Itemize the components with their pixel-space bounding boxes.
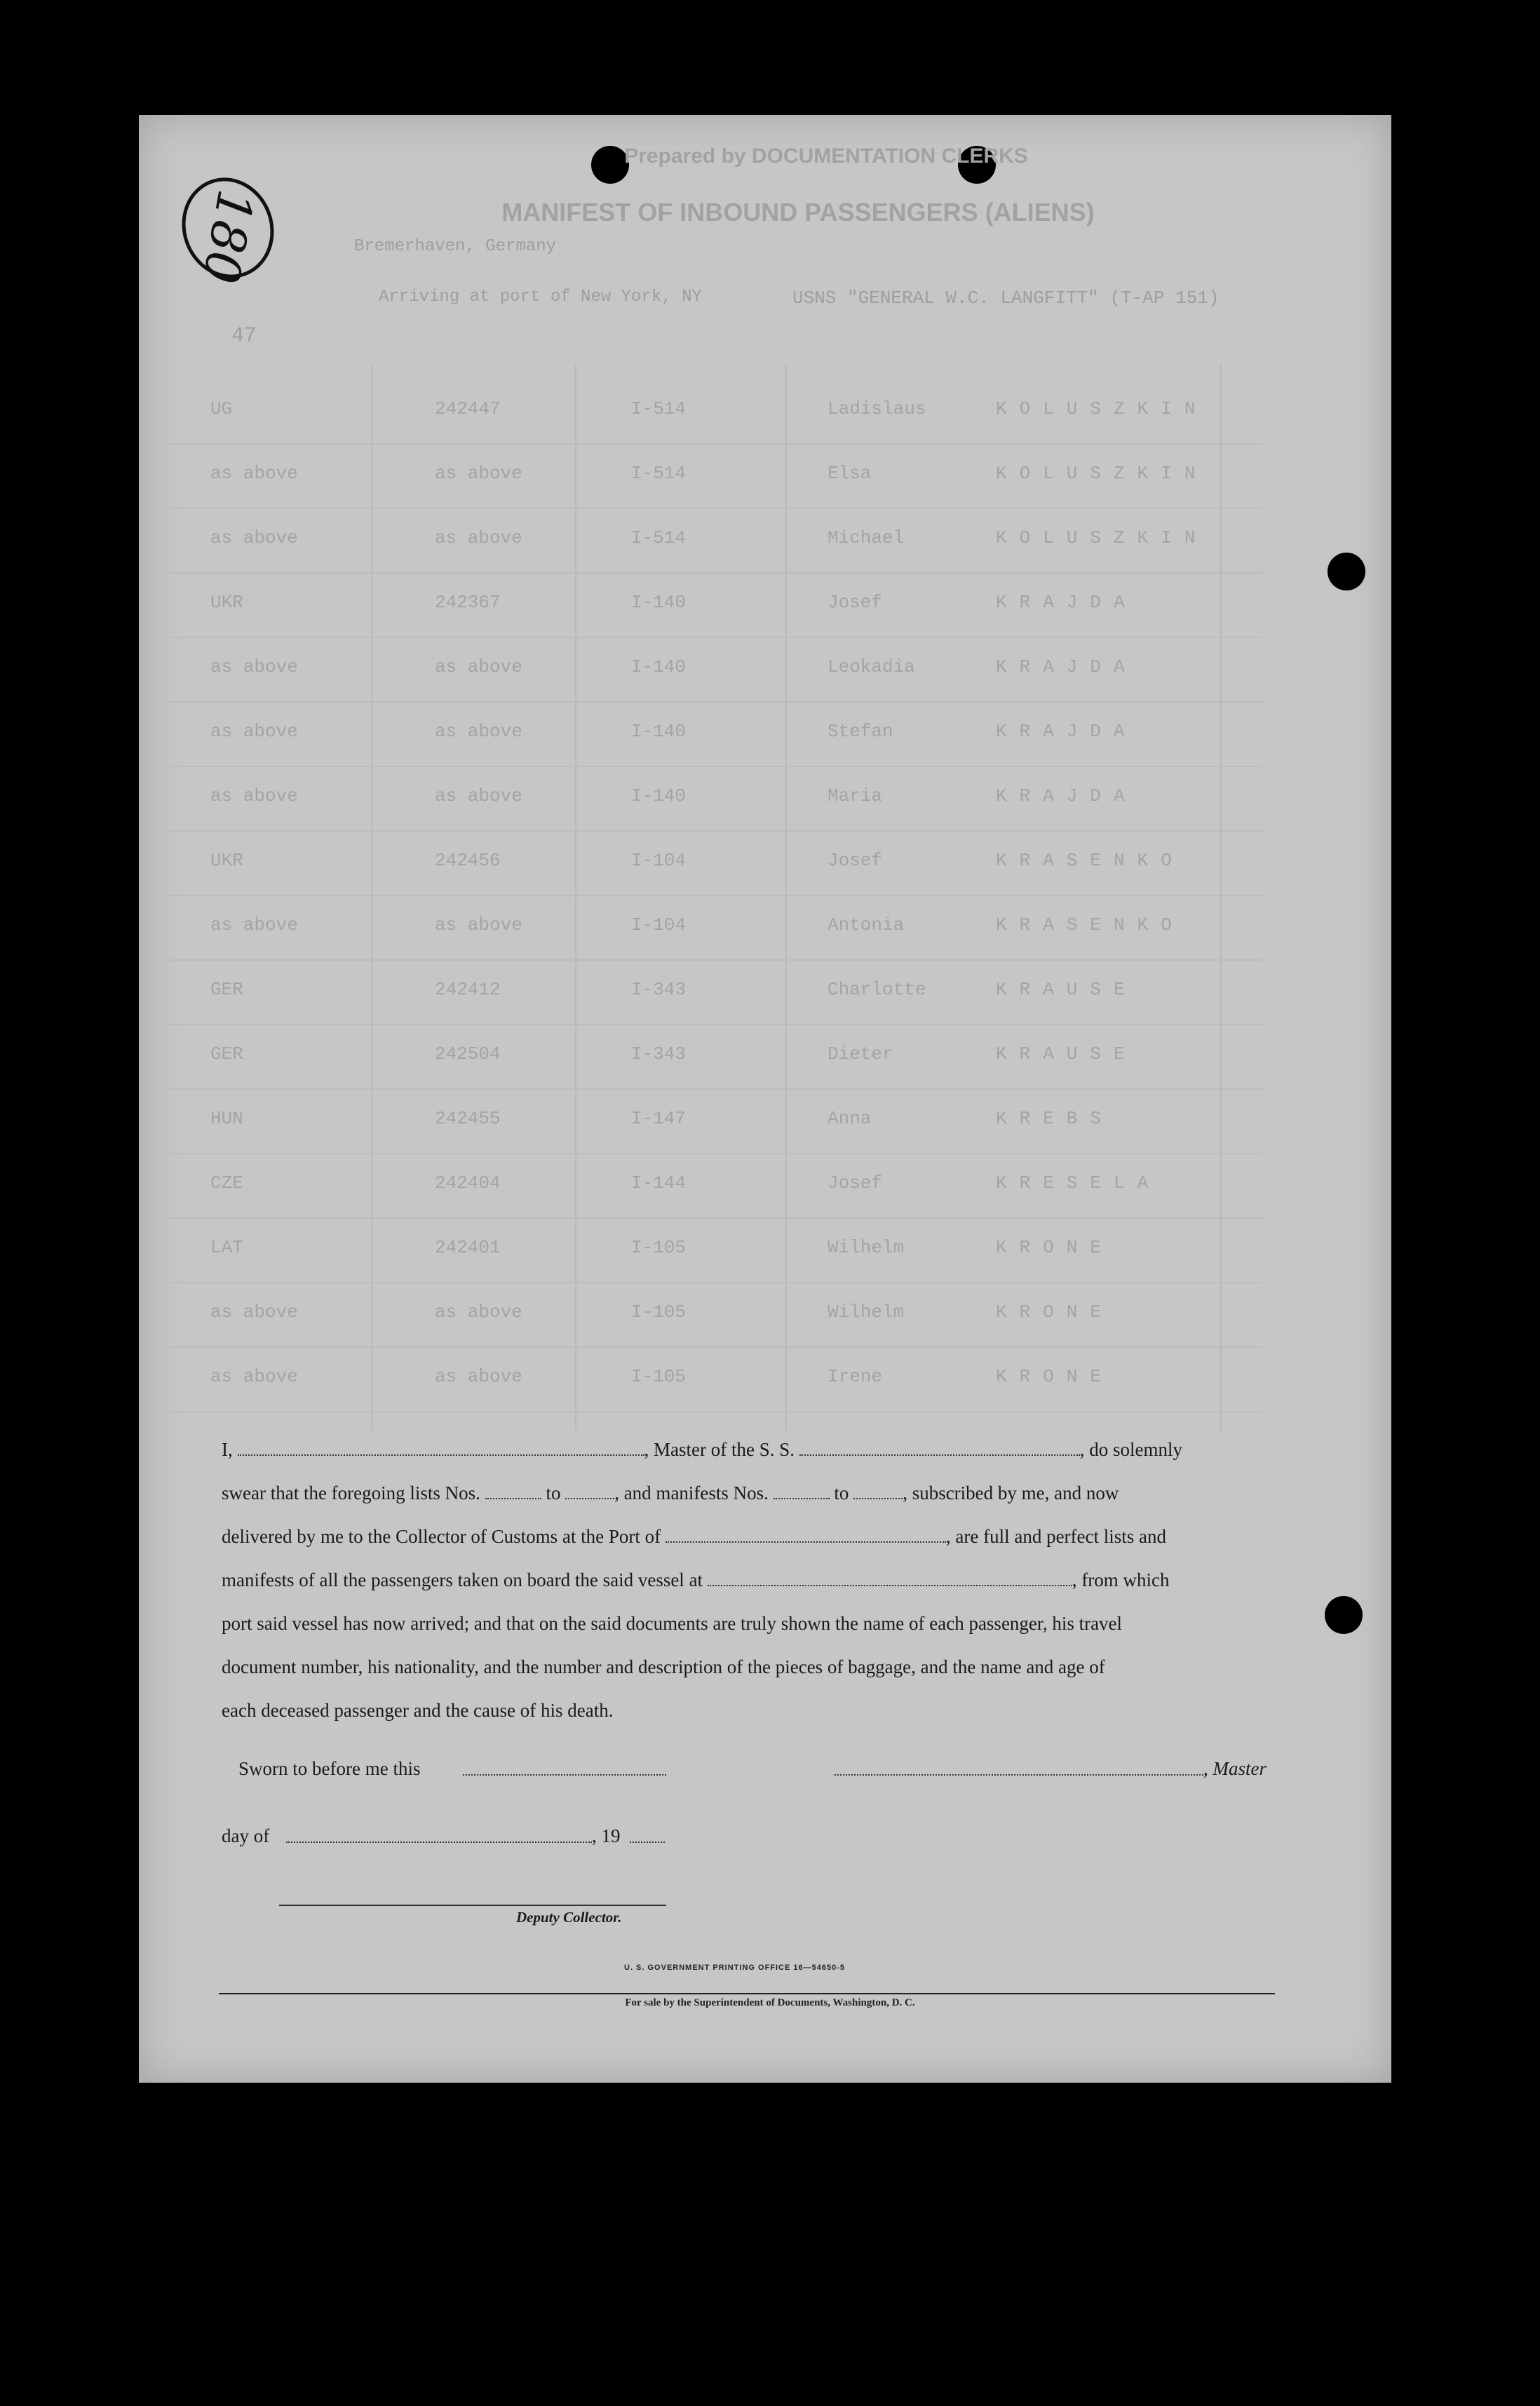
- faint-prepared-by: Prepared by DOCUMENTATION CLERKS: [624, 144, 1028, 168]
- ghost-given-name: Charlotte: [828, 979, 926, 1000]
- ghost-doc-number: I-343: [631, 979, 687, 1000]
- sworn-label: Sworn to before me this: [238, 1758, 421, 1779]
- ghost-row: [168, 1346, 1262, 1412]
- ghost-visa-number: as above: [435, 914, 522, 935]
- ghost-nationality: as above: [210, 1366, 298, 1387]
- ghost-given-name: Leokadia: [828, 656, 915, 677]
- ghost-nationality: GER: [210, 1043, 243, 1065]
- ghost-visa-number: as above: [435, 656, 522, 677]
- ghost-surname: KRASENKO: [996, 850, 1184, 871]
- ghost-given-name: Antonia: [828, 914, 905, 935]
- manifests-to-field[interactable]: [853, 1482, 903, 1499]
- ghost-nationality: as above: [210, 1302, 298, 1323]
- ghost-row: [168, 572, 1262, 638]
- gpo-imprint: U. S. GOVERNMENT PRINTING OFFICE 16—54650-5: [624, 1964, 846, 1972]
- ghost-visa-number: 242401: [435, 1237, 501, 1258]
- ghost-given-name: Josef: [828, 850, 883, 871]
- manifests-from-field[interactable]: [774, 1482, 830, 1499]
- ghost-visa-number: as above: [435, 1366, 522, 1387]
- ghost-surname: KRASENKO: [996, 914, 1184, 935]
- ghost-nationality: as above: [210, 914, 298, 935]
- ghost-nationality: GER: [210, 979, 243, 1000]
- ghost-row: [168, 830, 1262, 896]
- faint-list-number: 47: [231, 324, 257, 348]
- vessel-name-field[interactable]: [799, 1439, 1080, 1456]
- ghost-surname: KRAUSE: [996, 979, 1137, 1000]
- ghost-surname: KRAUSE: [996, 1043, 1137, 1065]
- ghost-given-name: Ladislaus: [828, 398, 926, 419]
- ghost-doc-number: I-514: [631, 527, 687, 548]
- ghost-row: [168, 1217, 1262, 1283]
- embark-port-field[interactable]: [708, 1569, 1072, 1586]
- ghost-surname: KOLUSZKIN: [996, 463, 1208, 484]
- ghost-nationality: UKR: [210, 592, 243, 613]
- ghost-visa-number: as above: [435, 527, 522, 548]
- ghost-given-name: Anna: [828, 1108, 872, 1129]
- ghost-row: [168, 959, 1262, 1025]
- ghost-visa-number: as above: [435, 463, 522, 484]
- ghost-row: [168, 443, 1262, 509]
- sworn-date-field[interactable]: [463, 1774, 666, 1776]
- faint-arrival-line: Arriving at port of New York, NY: [379, 288, 702, 306]
- ghost-row: [168, 508, 1262, 574]
- ghost-given-name: Wilhelm: [828, 1237, 905, 1258]
- ghost-surname: KRAJDA: [996, 656, 1137, 677]
- ghost-doc-number: I-140: [631, 656, 687, 677]
- deputy-collector-signature-field[interactable]: [279, 1905, 666, 1906]
- ghost-nationality: UKR: [210, 850, 243, 871]
- ghost-doc-number: I-104: [631, 850, 687, 871]
- ghost-doc-number: I-140: [631, 721, 687, 742]
- punch-hole-right-lower: [1325, 1596, 1363, 1634]
- ghost-doc-number: I-105: [631, 1302, 687, 1323]
- ghost-surname: KOLUSZKIN: [996, 527, 1208, 548]
- oath-line-7: each deceased passenger and the cause of his death.: [222, 1700, 614, 1721]
- ghost-visa-number: 242447: [435, 398, 501, 419]
- master-name-field[interactable]: [238, 1439, 644, 1456]
- ghost-row: [168, 1088, 1262, 1154]
- ghost-given-name: Irene: [828, 1366, 883, 1387]
- ghost-surname: KREBS: [996, 1108, 1114, 1129]
- ghost-nationality: as above: [210, 785, 298, 806]
- master-signature-field[interactable]: [835, 1774, 1206, 1776]
- ghost-visa-number: 242367: [435, 592, 501, 613]
- port-field[interactable]: [666, 1526, 946, 1543]
- ghost-doc-number: I-144: [631, 1172, 687, 1194]
- handwritten-number-text: 180: [191, 185, 265, 288]
- year-label: , 19: [592, 1825, 621, 1846]
- ghost-given-name: Stefan: [828, 721, 893, 742]
- ghost-nationality: as above: [210, 721, 298, 742]
- ghost-row: [168, 1153, 1262, 1219]
- oath-line-3: delivered by me to the Collector of Customs at the Port of , are full and perfect lists and: [222, 1526, 1167, 1547]
- ghost-surname: KRAJDA: [996, 721, 1137, 742]
- lists-to-field[interactable]: [565, 1482, 614, 1499]
- ghost-visa-number: 242456: [435, 850, 501, 871]
- ghost-row: [168, 1282, 1262, 1348]
- ghost-visa-number: 242404: [435, 1172, 501, 1194]
- ghost-given-name: Elsa: [828, 463, 872, 484]
- oath-line-2: swear that the foregoing lists Nos. to , and manifests Nos. to , subscribed by me, and now: [222, 1482, 1119, 1503]
- oath-line-4: manifests of all the passengers taken on board the said vessel at , from which: [222, 1569, 1170, 1590]
- ghost-surname: KRONE: [996, 1302, 1114, 1323]
- ghost-row: [168, 379, 1262, 445]
- punch-hole-right-upper: [1328, 553, 1365, 590]
- day-of-label: day of: [222, 1825, 270, 1846]
- ghost-doc-number: I-104: [631, 914, 687, 935]
- ghost-row: [168, 766, 1262, 832]
- for-sale-notice: For sale by the Superintendent of Documents, Washington, D. C.: [625, 1997, 915, 2008]
- oath-paragraph: [222, 1428, 1282, 1732]
- ghost-doc-number: I-514: [631, 463, 687, 484]
- ghost-given-name: Michael: [828, 527, 905, 548]
- faint-manifest-title: MANIFEST OF INBOUND PASSENGERS (ALIENS): [501, 198, 1095, 227]
- ghost-row: [168, 1024, 1262, 1090]
- oath-line-1: I, , Master of the S. S. , do solemnly: [222, 1439, 1182, 1460]
- ghost-visa-number: as above: [435, 785, 522, 806]
- ghost-doc-number: I-140: [631, 592, 687, 613]
- ghost-nationality: as above: [210, 656, 298, 677]
- ghost-surname: KRONE: [996, 1237, 1114, 1258]
- ghost-visa-number: as above: [435, 721, 522, 742]
- ghost-given-name: Josef: [828, 1172, 883, 1194]
- ghost-visa-number: 242504: [435, 1043, 501, 1065]
- ghost-given-name: Josef: [828, 592, 883, 613]
- ghost-doc-number: I-105: [631, 1237, 687, 1258]
- oath-line-5: port said vessel has now arrived; and that on the said documents are truly shown the name of each passenger, his travel: [222, 1613, 1123, 1634]
- bottom-divider: [219, 1993, 1275, 1994]
- oath-line-6: document number, his nationality, and the number and description of the pieces of baggage, and the name and age of: [222, 1656, 1105, 1677]
- ghost-surname: KRAJDA: [996, 592, 1137, 613]
- ghost-doc-number: I-105: [631, 1366, 687, 1387]
- ghost-nationality: LAT: [210, 1237, 243, 1258]
- deputy-collector-label: Deputy Collector.: [516, 1909, 622, 1926]
- ghost-row: [168, 895, 1262, 961]
- ghost-nationality: HUN: [210, 1108, 243, 1129]
- ghost-visa-number: as above: [435, 1302, 522, 1323]
- ghost-nationality: as above: [210, 463, 298, 484]
- ghost-nationality: CZE: [210, 1172, 243, 1194]
- ghost-given-name: Wilhelm: [828, 1302, 905, 1323]
- ghost-given-name: Dieter: [828, 1043, 893, 1065]
- ghost-doc-number: I-343: [631, 1043, 687, 1065]
- ghost-visa-number: 242455: [435, 1108, 501, 1129]
- year-field[interactable]: [630, 1841, 665, 1843]
- ghost-surname: KRAJDA: [996, 785, 1137, 806]
- ghost-surname: KRESELA: [996, 1172, 1161, 1194]
- ghost-nationality: UG: [210, 398, 233, 419]
- ghost-row: [168, 701, 1262, 767]
- handwritten-page-number: [175, 175, 281, 288]
- master-label: , Master: [1203, 1758, 1267, 1779]
- ghost-doc-number: I-147: [631, 1108, 687, 1129]
- ghost-surname: KRONE: [996, 1366, 1114, 1387]
- ghost-row: [168, 637, 1262, 703]
- ghost-given-name: Maria: [828, 785, 883, 806]
- ghost-doc-number: I-140: [631, 785, 687, 806]
- faint-from-line: Bremerhaven, Germany: [354, 237, 557, 256]
- ghost-visa-number: 242412: [435, 979, 501, 1000]
- lists-from-field[interactable]: [485, 1482, 541, 1499]
- faint-vessel-name: USNS "GENERAL W.C. LANGFITT" (T-AP 151): [792, 288, 1220, 309]
- ghost-surname: KOLUSZKIN: [996, 398, 1208, 419]
- ghost-doc-number: I-514: [631, 398, 687, 419]
- ghost-nationality: as above: [210, 527, 298, 548]
- day-of-field[interactable]: [286, 1841, 592, 1843]
